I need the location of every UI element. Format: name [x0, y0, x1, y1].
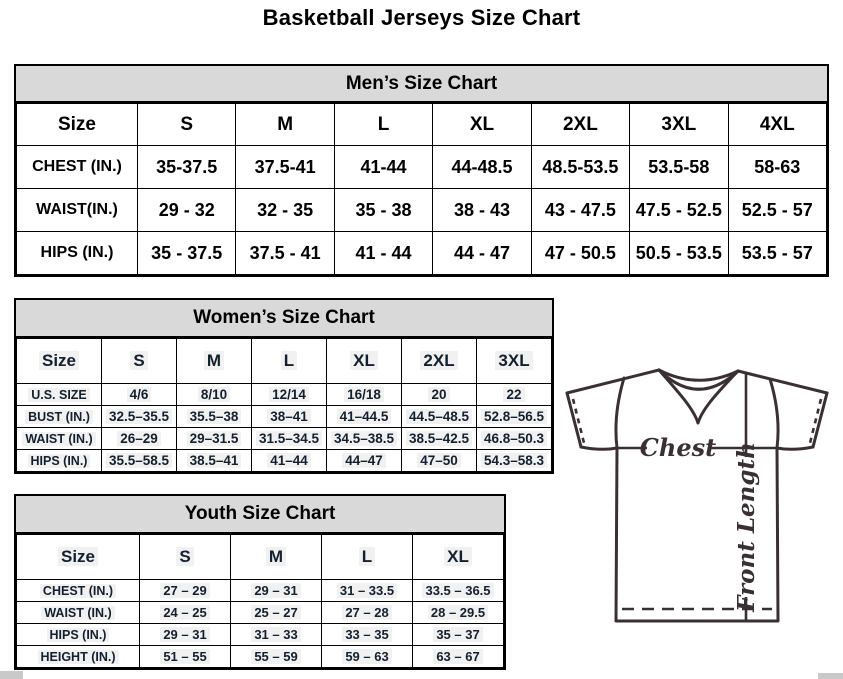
size-header-row	[17, 104, 827, 146]
cell-text: M	[204, 351, 224, 370]
table-row	[17, 232, 827, 275]
size-value-cell	[102, 428, 177, 450]
cell-text: M	[266, 547, 286, 566]
cell-text: 41–44.5	[337, 409, 392, 424]
column-header-cell	[322, 535, 413, 580]
column-header-cell	[327, 339, 402, 384]
size-value-cell	[252, 450, 327, 472]
size-value-cell	[477, 450, 552, 472]
cell-text: 55 – 59	[251, 649, 300, 664]
size-value-cell	[477, 384, 552, 406]
cell-text: 24 – 25	[160, 605, 209, 620]
column-header-cell: 4XL	[728, 104, 826, 146]
size-value-cell: 44-48.5	[433, 146, 531, 189]
size-value-cell: 53.5-58	[630, 146, 728, 189]
size-value-cell	[252, 428, 327, 450]
size-value-cell	[177, 406, 252, 428]
cell-text: 38–41	[267, 409, 311, 424]
cell-text: Size	[39, 351, 79, 370]
cell-text: 38.5–42.5	[406, 431, 472, 446]
size-value-cell	[477, 406, 552, 428]
table-row	[17, 602, 504, 624]
table-row	[17, 450, 552, 472]
size-value-cell: 35-37.5	[138, 146, 236, 189]
cell-text: 35.5–38	[187, 409, 242, 424]
size-value-cell	[322, 602, 413, 624]
size-value-cell	[322, 624, 413, 646]
row-label-cell	[17, 406, 102, 428]
table-row	[17, 428, 552, 450]
cell-text: 35.5–58.5	[106, 453, 172, 468]
cell-text: XL	[350, 351, 378, 370]
womens-table-grid	[16, 338, 552, 472]
cell-text: HEIGHT (IN.)	[38, 650, 119, 664]
cell-text: 28 – 29.5	[428, 605, 488, 620]
size-value-cell	[413, 646, 504, 668]
column-header-cell	[402, 339, 477, 384]
size-value-cell	[140, 580, 231, 602]
row-label-cell	[17, 646, 140, 668]
cell-text: 29 – 31	[251, 583, 300, 598]
cell-text: 27 – 29	[160, 583, 209, 598]
cell-text: U.S. SIZE	[28, 388, 90, 402]
size-value-cell: 47.5 - 52.5	[630, 189, 728, 232]
cell-text: 59 – 63	[342, 649, 391, 664]
size-value-cell	[177, 384, 252, 406]
right-armhole-seam	[770, 379, 778, 448]
bottom-left-edge-artifact	[0, 671, 23, 679]
jersey-outline	[567, 370, 827, 621]
column-header-cell: L	[334, 104, 432, 146]
size-value-cell: 41-44	[334, 146, 432, 189]
cell-text: 41–44	[267, 453, 311, 468]
size-value-cell	[402, 406, 477, 428]
size-value-cell	[413, 624, 504, 646]
right-shoulder-line	[738, 371, 827, 393]
column-header-cell	[102, 339, 177, 384]
cell-text: 16/18	[344, 387, 384, 402]
row-label-cell	[17, 428, 102, 450]
size-value-cell: 58-63	[728, 146, 826, 189]
cell-text: S	[130, 351, 147, 370]
cell-text: 38.5–41	[187, 453, 242, 468]
column-header-cell	[140, 535, 231, 580]
mens-size-chart-table	[14, 64, 829, 277]
size-value-cell: 47 - 50.5	[531, 232, 629, 275]
size-value-cell	[477, 428, 552, 450]
cell-text: 51 – 55	[160, 649, 209, 664]
row-label-cell	[17, 602, 140, 624]
size-value-cell	[177, 428, 252, 450]
size-value-cell	[102, 406, 177, 428]
size-value-cell: 35 - 37.5	[138, 232, 236, 275]
chest-label: Chest	[639, 433, 717, 462]
cell-text: 12/14	[269, 387, 309, 402]
table-row	[17, 146, 827, 189]
womens-table-title: Women’s Size Chart	[16, 300, 552, 338]
size-header-label-cell	[17, 339, 102, 384]
cell-text: 3XL	[495, 351, 532, 370]
column-header-cell: S	[138, 104, 236, 146]
cell-text: 8/10	[198, 387, 230, 402]
front-length-label: Front Length	[733, 442, 760, 612]
size-value-cell	[102, 450, 177, 472]
size-header-label-cell: Size	[17, 104, 138, 146]
column-header-cell	[177, 339, 252, 384]
size-value-cell: 48.5-53.5	[531, 146, 629, 189]
size-value-cell	[402, 428, 477, 450]
size-value-cell	[140, 646, 231, 668]
cell-text: 31.5–34.5	[256, 431, 322, 446]
bottom-right-edge-artifact	[818, 673, 843, 679]
size-header-row	[17, 535, 504, 580]
size-value-cell	[327, 406, 402, 428]
cell-text: CHEST (IN.)	[40, 584, 116, 598]
cell-text: WAIST (IN.)	[22, 432, 95, 446]
cell-text: 22	[503, 387, 524, 402]
mens-table-title: Men’s Size Chart	[16, 66, 827, 103]
size-value-cell: 52.5 - 57	[728, 189, 826, 232]
column-header-cell	[231, 535, 322, 580]
cell-text: 25 – 27	[251, 605, 300, 620]
cell-text: 44–47	[342, 453, 386, 468]
table-row	[17, 189, 827, 232]
size-value-cell	[413, 602, 504, 624]
size-value-cell: 41 - 44	[334, 232, 432, 275]
size-value-cell	[327, 384, 402, 406]
table-row	[17, 580, 504, 602]
cell-text: 29–31.5	[187, 431, 242, 446]
row-label-cell: HIPS (IN.)	[17, 232, 138, 275]
column-header-cell: 3XL	[630, 104, 728, 146]
cell-text: 34.5–38.5	[331, 431, 397, 446]
column-header-cell	[252, 339, 327, 384]
cell-text: S	[176, 547, 193, 566]
row-label-cell: CHEST (IN.)	[17, 146, 138, 189]
right-underarm-edge	[777, 447, 813, 449]
cell-text: 2XL	[420, 351, 457, 370]
size-value-cell	[252, 384, 327, 406]
cell-text: Size	[58, 547, 98, 566]
size-value-cell: 29 - 32	[138, 189, 236, 232]
size-value-cell: 32 - 35	[236, 189, 334, 232]
cell-text: 32.5–35.5	[106, 409, 172, 424]
left-underarm-edge	[581, 447, 617, 449]
size-value-cell	[140, 602, 231, 624]
size-value-cell	[102, 384, 177, 406]
cell-text: L	[281, 351, 297, 370]
column-header-cell	[477, 339, 552, 384]
size-value-cell	[402, 450, 477, 472]
column-header-cell: M	[236, 104, 334, 146]
cell-text: 54.3–58.3	[481, 453, 547, 468]
size-value-cell: 50.5 - 53.5	[630, 232, 728, 275]
size-value-cell	[231, 602, 322, 624]
table-row	[17, 384, 552, 406]
size-value-cell	[402, 384, 477, 406]
size-value-cell	[322, 580, 413, 602]
size-header-row	[17, 339, 552, 384]
size-value-cell	[231, 646, 322, 668]
left-shoulder-line	[567, 370, 659, 393]
cell-text: 35 – 37	[433, 627, 482, 642]
youth-table-grid	[16, 534, 504, 668]
column-header-cell: XL	[433, 104, 531, 146]
size-header-label-cell	[17, 535, 140, 580]
size-value-cell: 43 - 47.5	[531, 189, 629, 232]
youth-table-title: Youth Size Chart	[16, 496, 504, 534]
mens-table-grid	[16, 103, 827, 275]
cell-text: 20	[428, 387, 449, 402]
cell-text: WAIST (IN.)	[41, 606, 114, 620]
cell-text: 4/6	[127, 387, 152, 402]
size-value-cell	[231, 624, 322, 646]
row-label-cell	[17, 384, 102, 406]
cell-text: 52.8–56.5	[481, 409, 547, 424]
jersey-measurement-diagram	[556, 360, 842, 665]
youth-size-chart-table	[14, 494, 506, 670]
size-value-cell: 37.5-41	[236, 146, 334, 189]
cell-text: 27 – 28	[342, 605, 391, 620]
row-label-cell	[17, 450, 102, 472]
row-label-cell	[17, 580, 140, 602]
cell-text: HIPS (IN.)	[47, 628, 110, 642]
table-row	[17, 624, 504, 646]
table-row	[17, 646, 504, 668]
cell-text: 63 – 67	[433, 649, 482, 664]
cell-text: 33 – 35	[342, 627, 391, 642]
cell-text: 47–50	[417, 453, 461, 468]
size-value-cell	[177, 450, 252, 472]
size-value-cell	[327, 450, 402, 472]
size-value-cell: 44 - 47	[433, 232, 531, 275]
cell-text: XL	[444, 547, 472, 566]
jersey-measure-lines	[573, 372, 821, 622]
page-title: Basketball Jerseys Size Chart	[262, 5, 581, 30]
cell-text: 29 – 31	[160, 627, 209, 642]
column-header-cell: 2XL	[531, 104, 629, 146]
table-row	[17, 406, 552, 428]
cell-text: HIPS (IN.)	[28, 454, 91, 468]
cell-text: 26–29	[117, 431, 161, 446]
left-armhole-seam	[616, 378, 624, 448]
cell-text: 33.5 – 36.5	[422, 583, 493, 598]
cell-text: BUST (IN.)	[25, 410, 93, 424]
row-label-cell	[17, 624, 140, 646]
womens-size-chart-table	[14, 298, 554, 474]
size-value-cell: 35 - 38	[334, 189, 432, 232]
cell-text: 44.5–48.5	[406, 409, 472, 424]
size-value-cell: 38 - 43	[433, 189, 531, 232]
size-value-cell	[231, 580, 322, 602]
size-value-cell	[413, 580, 504, 602]
row-label-cell: WAIST(IN.)	[17, 189, 138, 232]
size-value-cell: 37.5 - 41	[236, 232, 334, 275]
cell-text: 31 – 33	[251, 627, 300, 642]
size-value-cell: 53.5 - 57	[728, 232, 826, 275]
size-value-cell	[140, 624, 231, 646]
size-value-cell	[252, 406, 327, 428]
size-value-cell	[322, 646, 413, 668]
cell-text: 31 – 33.5	[337, 583, 397, 598]
vneck-outline	[659, 370, 738, 423]
cell-text: L	[359, 547, 375, 566]
column-header-cell	[413, 535, 504, 580]
size-value-cell	[327, 428, 402, 450]
cell-text: 46.8–50.3	[481, 431, 547, 446]
